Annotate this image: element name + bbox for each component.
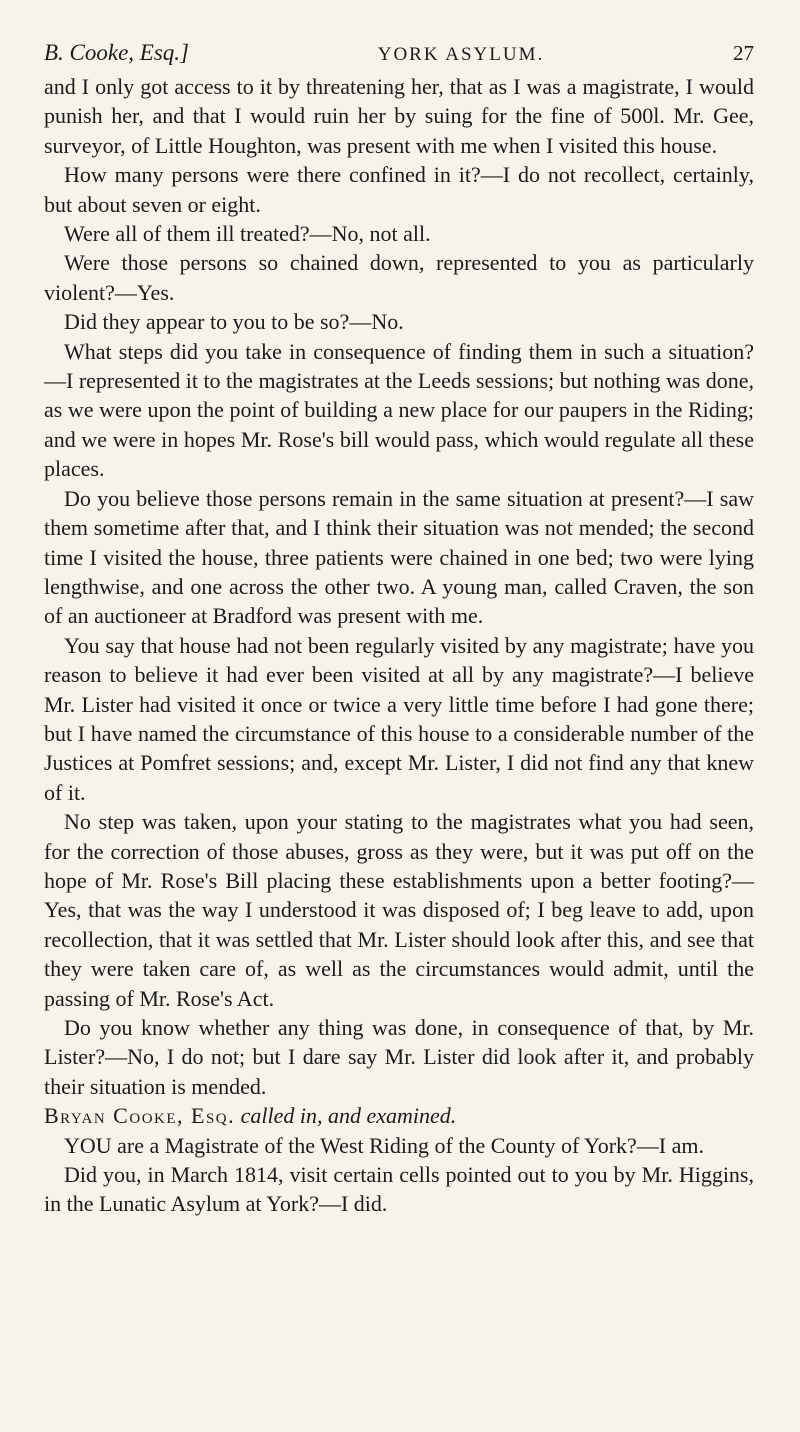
paragraph: and I only got access to it by threatening her, that as I was a magistrate, I would punish her, and that I would ruin her by suing for the fine of 500l. Mr. Gee, surveyor, of Little Houghton, was present with me when I visited this house. bbox=[44, 74, 754, 158]
paragraph: Were all of them ill treated?—No, not all. bbox=[64, 221, 431, 247]
paragraph: YOU are a Magistrate of the West Riding of the County of York?—I am. bbox=[64, 1132, 704, 1158]
paragraph: You say that house had not been regularly visited by any magistrate; have you reason to believe it had ever been visited at all by any magistrate?—I believe Mr. Lister had visited it once or twice a very little time before I had gone there; but I have named the circumstance of this house to a considerable number of the Justices at Pomfret sessions; and, except Mr. Lister, I did not find any that knew of it. bbox=[44, 632, 754, 805]
testimony-text bbox=[44, 72, 754, 1219]
paragraph: What steps did you take in consequence of finding them in such a situation?—I represented it to the magistrates at the Leeds sessions; but nothing was done, as we were upon the point of building a new place for our paupers in the Riding; and we were in hopes Mr. Rose's bill would pass, which would regulate all these places. bbox=[44, 338, 754, 482]
witness-note: called in, and examined. bbox=[240, 1103, 457, 1129]
paragraph: Were those persons so chained down, represented to you as particularly violent?—Yes. bbox=[44, 250, 754, 305]
running-head-left: B. Cooke, Esq.] bbox=[44, 40, 190, 65]
paragraph: Do you know whether any thing was done, in consequence of that, by Mr. Lister?—No, I do not; but I dare say Mr. Lister did look after it, and probably their situation is mended. bbox=[44, 1015, 754, 1099]
running-head-title: YORK ASYLUM. bbox=[377, 44, 545, 65]
paragraph: How many persons were there confined in it?—I do not recollect, certainly, but about seven or eight. bbox=[44, 162, 754, 217]
paragraph: Do you believe those persons remain in the same situation at present?—I saw them sometime after that, and I think their situation was not mended; the second time I visited the house, three patients were chained in one bed; two were lying lengthwise, and one across the other two. A young man, called Craven, the son of an auctioneer at Bradford was present with me. bbox=[44, 485, 754, 629]
witness-heading bbox=[44, 1101, 754, 1130]
witness-name: Bryan Cooke, Esq. bbox=[44, 1103, 236, 1129]
page-number: 27 bbox=[732, 41, 754, 65]
paragraph: Did you, in March 1814, visit certain cells pointed out to you by Mr. Higgins, in the Lunatic Asylum at York?—I did. bbox=[44, 1162, 754, 1217]
running-head bbox=[44, 38, 754, 70]
paragraph: Did they appear to you to be so?—No. bbox=[64, 309, 404, 335]
paragraph: No step was taken, upon your stating to the magistrates what you had seen, for the correction of those abuses, gross as they were, but it was put off on the hope of Mr. Rose's Bill placing these establishments upon a better footing?—Yes, that was the way I understood it was disposed of; I beg leave to add, upon recollection, that it was settled that Mr. Lister should look after this, and see that they were taken care of, as well as the circumstances would admit, until the passing of Mr. Rose's Act. bbox=[44, 809, 754, 1011]
